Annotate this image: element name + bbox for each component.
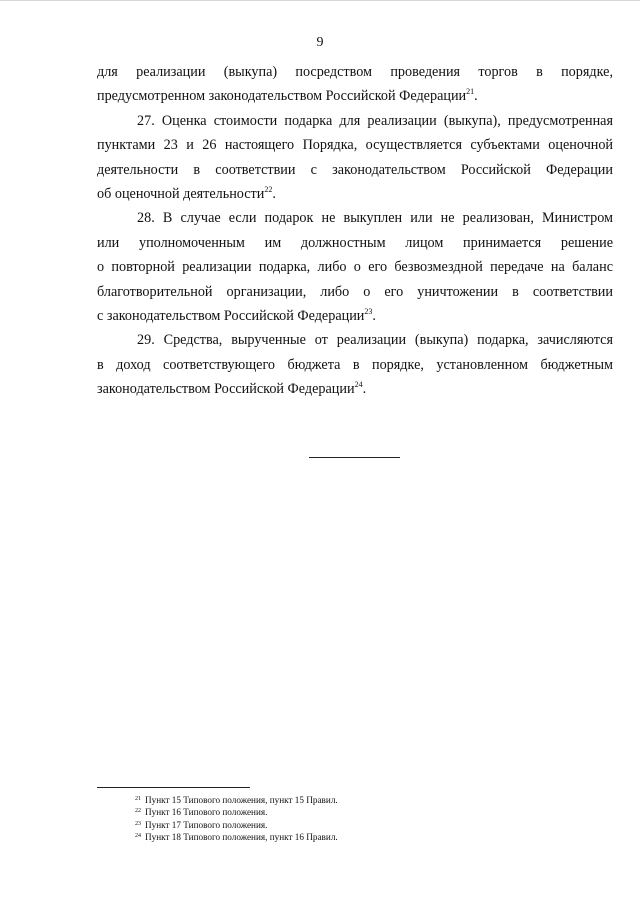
text-line: 27. Оценка стоимости подарка для реализации (выкупа), предусмотренная xyxy=(137,112,613,129)
footnote-text: Пункт 15 Типового положения, пункт 15 Правил. xyxy=(145,795,338,805)
footnote-separator xyxy=(97,787,250,788)
footnote-number: 21 xyxy=(135,796,141,802)
paragraph-27 xyxy=(97,109,613,207)
footnote-24 xyxy=(135,831,615,843)
text-line: 28. В случае если подарок не выкуплен или не реализован, Министром xyxy=(137,210,613,227)
text-line xyxy=(97,182,613,206)
footnotes xyxy=(135,794,615,843)
text-line-content: предусмотренном законодательством Российской Федерации xyxy=(97,88,467,105)
footnote-number: 24 xyxy=(135,832,141,839)
text-line xyxy=(97,304,613,328)
text-line: 29. Средства, вырученные от реализации (выкупа) подарка, зачисляются xyxy=(137,332,613,349)
footnote-21 xyxy=(135,794,615,806)
paragraph-continuation xyxy=(97,60,613,109)
footnote-ref[interactable]: 22 xyxy=(264,185,273,195)
text-line: деятельности в соответствии с законодательством Российской Федерации xyxy=(97,161,613,178)
footnote-ref[interactable]: 21 xyxy=(466,87,475,97)
sentence-end: . xyxy=(372,308,376,325)
footnote-ref[interactable]: 24 xyxy=(354,380,363,390)
text-line: о повторной реализации подарка, либо о его безвозмездной передаче на баланс xyxy=(97,259,613,276)
text-line: в доход соответствующего бюджета в порядке, установленном бюджетным xyxy=(97,356,613,373)
footnote-text: Пункт 18 Типового положения, пункт 16 Правил. xyxy=(145,831,338,842)
text-line: или уполномоченным им должностным лицом принимается решение xyxy=(97,234,613,251)
text-line: пунктами 23 и 26 настоящего Порядка, осуществляется субъектами оценочной xyxy=(97,137,613,154)
footnote-23 xyxy=(135,819,615,831)
footnote-22 xyxy=(135,806,615,818)
top-edge-line xyxy=(0,0,640,1)
sentence-end: . xyxy=(474,88,478,105)
footnote-text: Пункт 17 Типового положения. xyxy=(145,819,268,830)
text-line-content: законодательством Российской Федерации xyxy=(97,381,355,398)
footnote-number: 23 xyxy=(135,820,141,827)
paragraph-28 xyxy=(97,206,613,328)
text-line-content: об оценочной деятельности xyxy=(97,186,265,203)
footnote-text: Пункт 16 Типового положения. xyxy=(145,807,268,818)
text-line-content: с законодательством Российской Федерации xyxy=(97,308,365,325)
footnote-number: 22 xyxy=(135,808,141,815)
sentence-end: . xyxy=(272,186,276,203)
footnote-ref[interactable]: 23 xyxy=(364,307,373,317)
paragraph-29 xyxy=(97,328,613,401)
document-end-divider xyxy=(309,457,400,458)
document-body xyxy=(97,60,613,402)
text-line: для реализации (выкупа) посредством проведения торгов в порядке, xyxy=(97,64,613,80)
sentence-end: . xyxy=(362,381,367,398)
text-line: благотворительной организации, либо о его уничтожении в соответствии xyxy=(97,283,613,300)
page-number: 9 xyxy=(316,35,324,50)
text-line xyxy=(97,377,613,401)
text-line xyxy=(97,84,613,108)
